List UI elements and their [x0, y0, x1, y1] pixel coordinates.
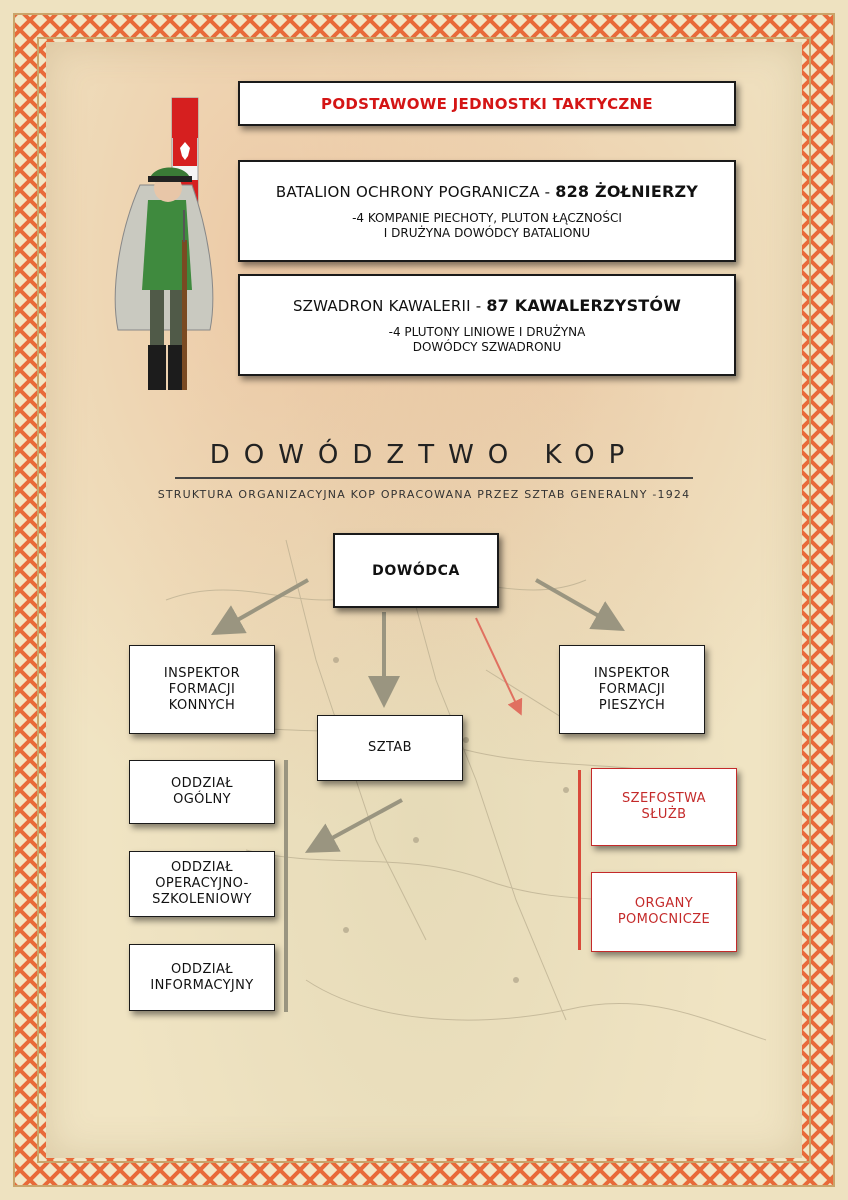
squadron-name: SZWADRON KAWALERII - — [292, 296, 487, 315]
dept-operational-node — [129, 851, 275, 917]
squadron-details-line2: DOWÓDCY SZWADRONU — [412, 339, 562, 354]
departments-bracket — [284, 760, 288, 1012]
auxiliary-bodies-line1: ORGANY — [634, 896, 694, 911]
battalion-count: 828 ŻOŁNIERZY — [555, 181, 699, 201]
squadron-count: 87 KAWALERZYSTÓW — [486, 295, 682, 315]
inspector-infantry-line2: FORMACJI — [598, 681, 666, 697]
dept-operational-line1: ODDZIAŁ — [171, 860, 233, 875]
auxiliary-bodies-node — [591, 872, 737, 952]
squadron-details-line1: -4 PLUTONY LINIOWE I DRUŻYNA — [388, 324, 586, 339]
battalion-details-line1: -4 KOMPANIE PIECHOTY, PLUTON ŁĄCZNOŚCI — [352, 210, 622, 225]
dept-general-node — [129, 760, 275, 824]
tactical-units-title: PODSTAWOWE JEDNOSTKI TAKTYCZNE — [321, 94, 653, 113]
dept-general-line1: ODDZIAŁ — [171, 776, 233, 791]
inspector-cavalry-line2: FORMACJI — [168, 681, 236, 697]
service-heads-node — [591, 768, 737, 846]
dept-information-line1: ODDZIAŁ — [171, 961, 233, 977]
battalion-name: BATALION OCHRONY POGRANICZA - — [275, 182, 556, 201]
auxiliary-bodies-line2: POMOCNICZE — [617, 912, 711, 927]
inspector-cavalry-node — [129, 645, 275, 734]
dept-operational-line3: SZKOLENIOWY — [152, 892, 252, 907]
org-chart-subheading: STRUKTURA ORGANIZACYJNA KOP OPRACOWANA PRZEZ SZTAB GENERALNY -1924 — [157, 488, 691, 501]
inspector-infantry-node — [559, 645, 705, 734]
org-chart-heading: DOWÓDZTWO KOP — [209, 440, 639, 470]
inspector-infantry-line1: INSPEKTOR — [593, 665, 671, 681]
commander-node — [333, 533, 499, 608]
service-heads-line2: SŁUŻB — [641, 807, 687, 822]
commander-label: DOWÓDCA — [372, 562, 460, 579]
arrow-to-infantry-inspector — [536, 580, 618, 627]
service-heads-line1: SZEFOSTWA — [622, 791, 706, 806]
dept-information-line2: INFORMACYJNY — [150, 977, 254, 993]
dept-general-line2: OGÓLNY — [173, 792, 231, 807]
dept-operational-line2: OPERACYJNO- — [155, 876, 249, 891]
inspector-cavalry-line3: KONNYCH — [168, 697, 236, 713]
inspector-infantry-line3: PIESZYCH — [598, 697, 666, 713]
staff-node — [317, 715, 463, 781]
arrow-to-services-red — [476, 618, 520, 712]
battalion-details-line2: I DRUŻYNA DOWÓDCY BATALIONU — [383, 225, 591, 240]
services-bracket — [578, 770, 581, 950]
staff-label: SZTAB — [368, 740, 412, 755]
inspector-cavalry-line1: INSPEKTOR — [163, 665, 241, 681]
dept-information-node — [129, 944, 275, 1011]
arrow-to-cavalry-inspector — [218, 580, 308, 631]
arrow-staff-to-departments — [312, 800, 402, 849]
